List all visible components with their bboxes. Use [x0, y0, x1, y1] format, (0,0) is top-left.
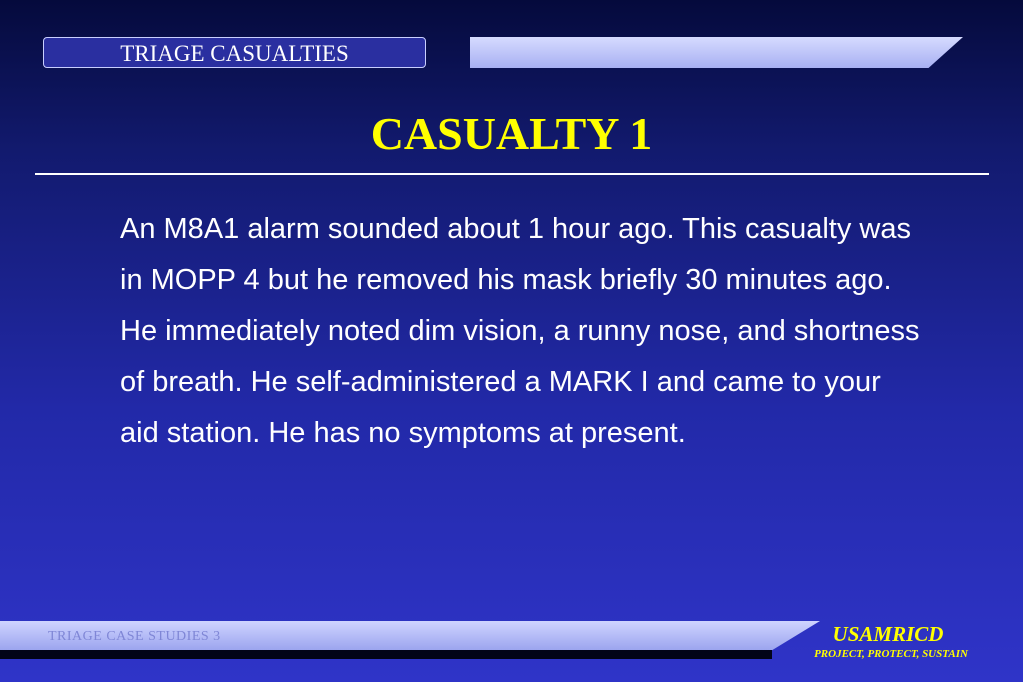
footer-brand: USAMRICD — [832, 622, 944, 646]
title-divider — [35, 173, 989, 175]
footer-tagline: PROJECT, PROTECT, SUSTAIN — [814, 648, 968, 660]
section-tab: TRIAGE CASUALTIES — [43, 37, 426, 68]
slide-body-text: An M8A1 alarm sounded about 1 hour ago. This casualty was in MOPP 4 but he removed his mask briefly 30 minutes ago. He immediately noted dim vision, a runny nose, and shortness of breath. He self-administered a MARK I and came to your aid station. He has no symptoms at present. — [120, 213, 920, 449]
footer-slide-label: TRIAGE CASE STUDIES 3 — [48, 629, 221, 644]
footer-shadow-bar — [0, 650, 772, 659]
slide-title: CASUALTY 1 — [370, 108, 653, 159]
header-decorative-bar — [470, 37, 963, 68]
